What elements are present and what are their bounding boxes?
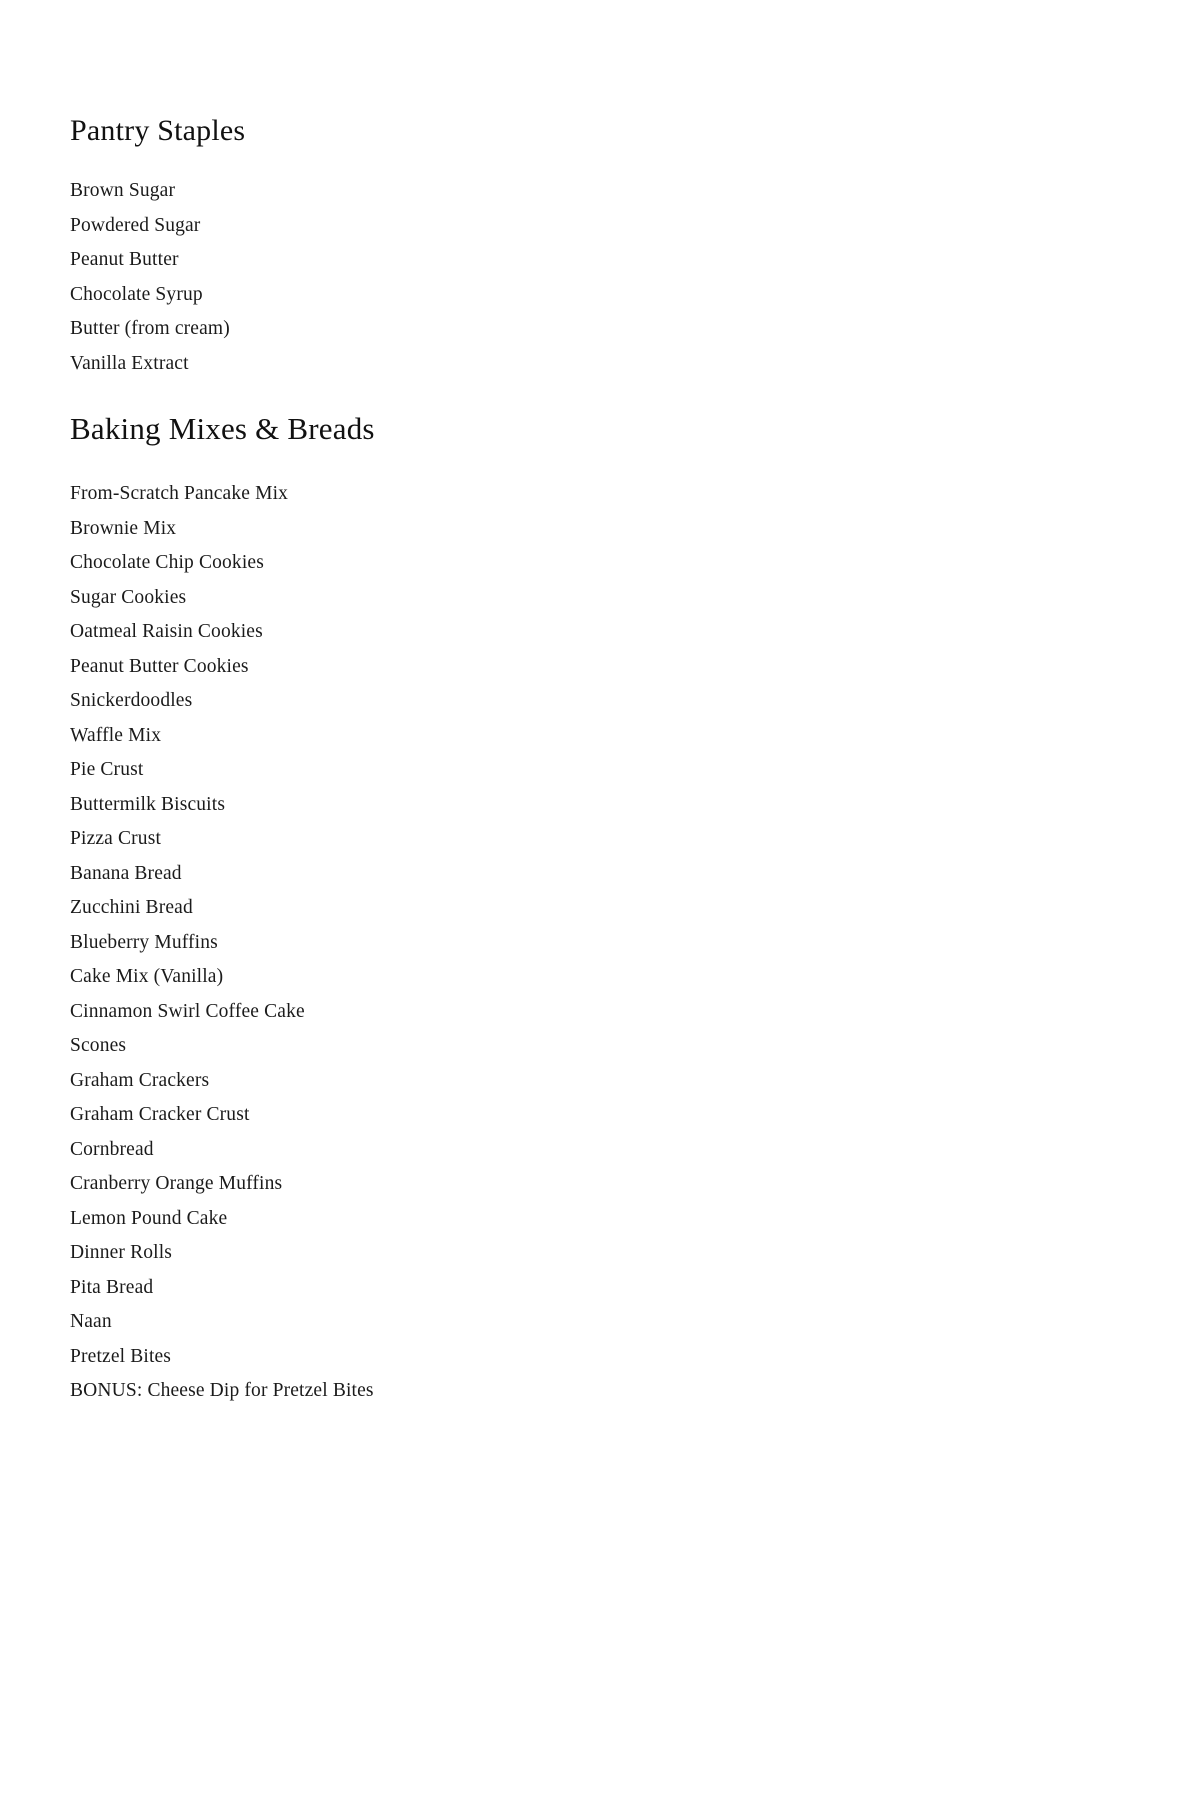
- baking-mixes-breads-list: [70, 477, 1080, 1409]
- list-item: BONUS: Cheese Dip for Pretzel Bites: [70, 1380, 374, 1401]
- list-item: Scones: [70, 1035, 127, 1056]
- list-item: Peanut Butter Cookies: [70, 655, 249, 677]
- list-item: Chocolate Chip Cookies: [70, 552, 264, 573]
- list-item: Naan: [70, 1311, 112, 1332]
- list-item: Powdered Sugar: [70, 214, 201, 236]
- list-item: Brownie Mix: [70, 517, 177, 539]
- list-item: Buttermilk Biscuits: [70, 793, 226, 815]
- list-item: Snickerdoodles: [70, 690, 193, 711]
- list-item: Cinnamon Swirl Coffee Cake: [70, 1000, 305, 1022]
- list-item: Pie Crust: [70, 759, 144, 780]
- list-item: Vanilla Extract: [70, 352, 189, 374]
- list-item: Brown Sugar: [70, 180, 176, 201]
- section-baking-mixes-breads: [70, 411, 1080, 1409]
- document-content: [70, 114, 1080, 1409]
- list-item: Banana Bread: [70, 862, 182, 884]
- list-item: Graham Crackers: [70, 1069, 210, 1091]
- pantry-staples-list: [70, 174, 1080, 381]
- section-pantry-staples: [70, 114, 1080, 381]
- list-item: Butter (from cream): [70, 318, 230, 339]
- section-heading: Pantry Staples: [70, 114, 246, 147]
- list-item: Pretzel Bites: [70, 1345, 172, 1367]
- list-item: Lemon Pound Cake: [70, 1207, 228, 1229]
- list-item: Oatmeal Raisin Cookies: [70, 621, 263, 642]
- list-item: Pizza Crust: [70, 828, 162, 849]
- list-item: Peanut Butter: [70, 249, 179, 270]
- list-item: Zucchini Bread: [70, 897, 193, 918]
- list-item: Dinner Rolls: [70, 1242, 173, 1263]
- list-item: Sugar Cookies: [70, 586, 187, 608]
- list-item: Graham Cracker Crust: [70, 1104, 250, 1125]
- list-item: Pita Bread: [70, 1276, 154, 1298]
- list-item: Chocolate Syrup: [70, 283, 203, 305]
- list-item: Waffle Mix: [70, 724, 162, 746]
- list-item: From-Scratch Pancake Mix: [70, 483, 289, 504]
- section-heading: Baking Mixes & Breads: [70, 411, 375, 446]
- list-item: Blueberry Muffins: [70, 931, 218, 953]
- list-item: Cornbread: [70, 1138, 154, 1160]
- list-item: Cake Mix (Vanilla): [70, 966, 224, 987]
- list-item: Cranberry Orange Muffins: [70, 1173, 283, 1194]
